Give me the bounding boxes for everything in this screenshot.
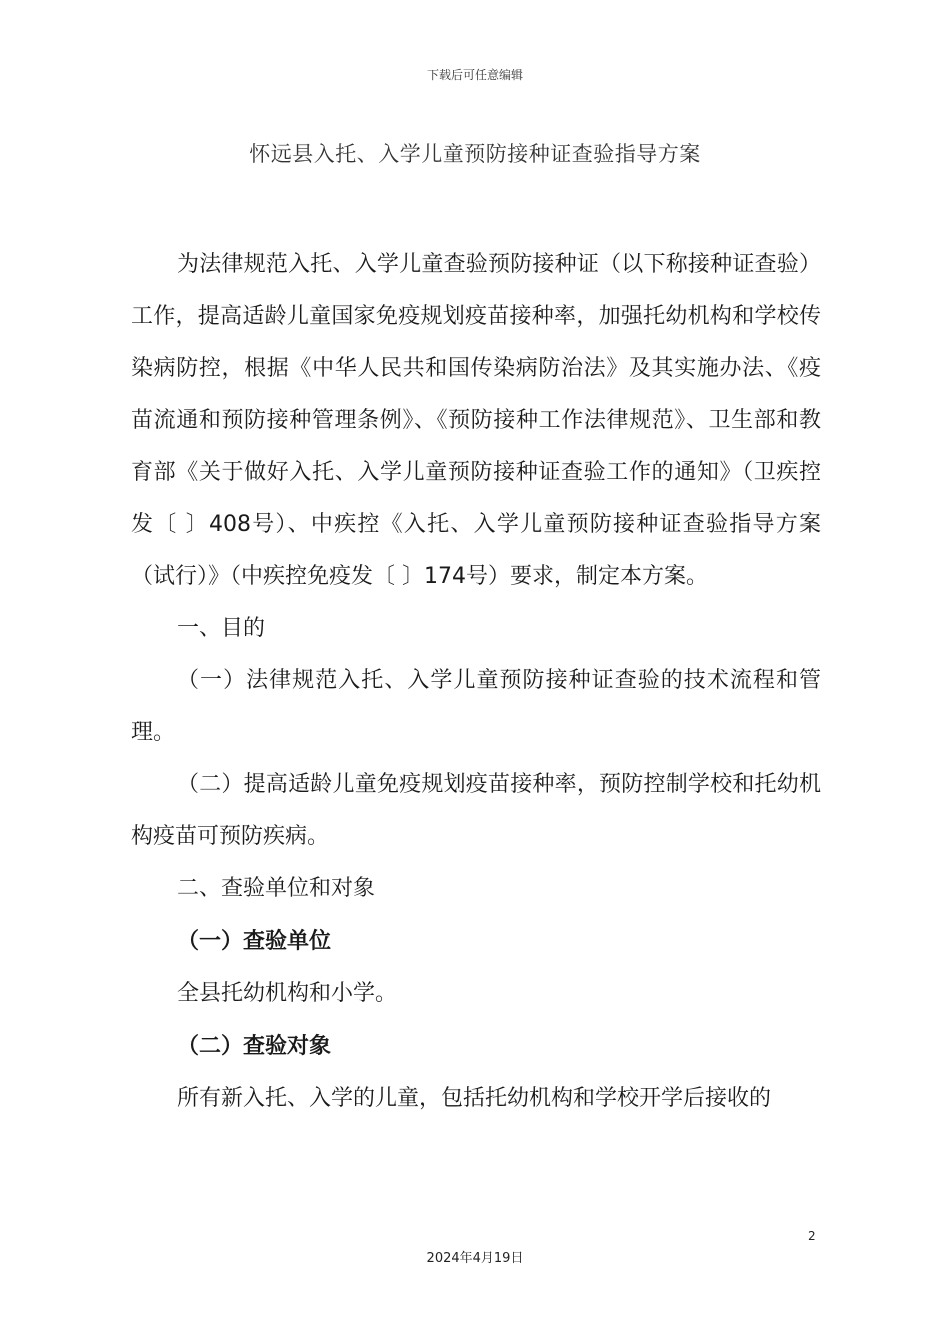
inspection-units-text: 全县托幼机构和小学。	[177, 981, 398, 1006]
intro-paragraph: 为法律规范入托、入学儿童查验预防接种证（以下称接种证查验）工作，提高适龄儿童国家免疫规划疫苗接种率，加强托幼机构和学校传染病防控，根据《中华人民共和国传染病防治法》及其实施办法、《疫苗流通和预防接种管理条例》、《预防接种工作法律规范》、卫生部和教育部《关于做好入托、入学儿童预防接种证查验工作的通知》（卫疾控发〔 〕408号）、中疾控《入托、入学儿童预防接种证查验指导方案（试行）》（中疾控免疫发〔 〕174号）要求，制定本方案。	[131, 252, 821, 589]
section-heading-units-targets: 二、查验单位和对象	[177, 876, 376, 901]
inspection-targets-text: 所有新入托、入学的儿童，包括托幼机构和学校开学后接收的	[177, 1086, 772, 1111]
document-title: 怀远县入托、入学儿童预防接种证查验指导方案	[249, 142, 701, 166]
subheading-inspection-units: （一）查验单位	[177, 929, 332, 954]
page-header: 下载后可任意编辑	[426, 68, 523, 82]
purpose-item-1: （一）法律规范入托、入学儿童预防接种证查验的技术流程和管理。	[131, 668, 821, 745]
purpose-item-2: （二）提高适龄儿童免疫规划疫苗接种率，预防控制学校和托幼机构疫苗可预防疾病。	[131, 772, 821, 849]
page-footer-date: 2024年4月19日	[426, 1251, 524, 1266]
document-body	[131, 239, 821, 1125]
section-heading-purpose: 一、目的	[177, 616, 266, 641]
subheading-inspection-targets: （二）查验对象	[177, 1034, 332, 1059]
page-number: 2	[808, 1229, 816, 1243]
